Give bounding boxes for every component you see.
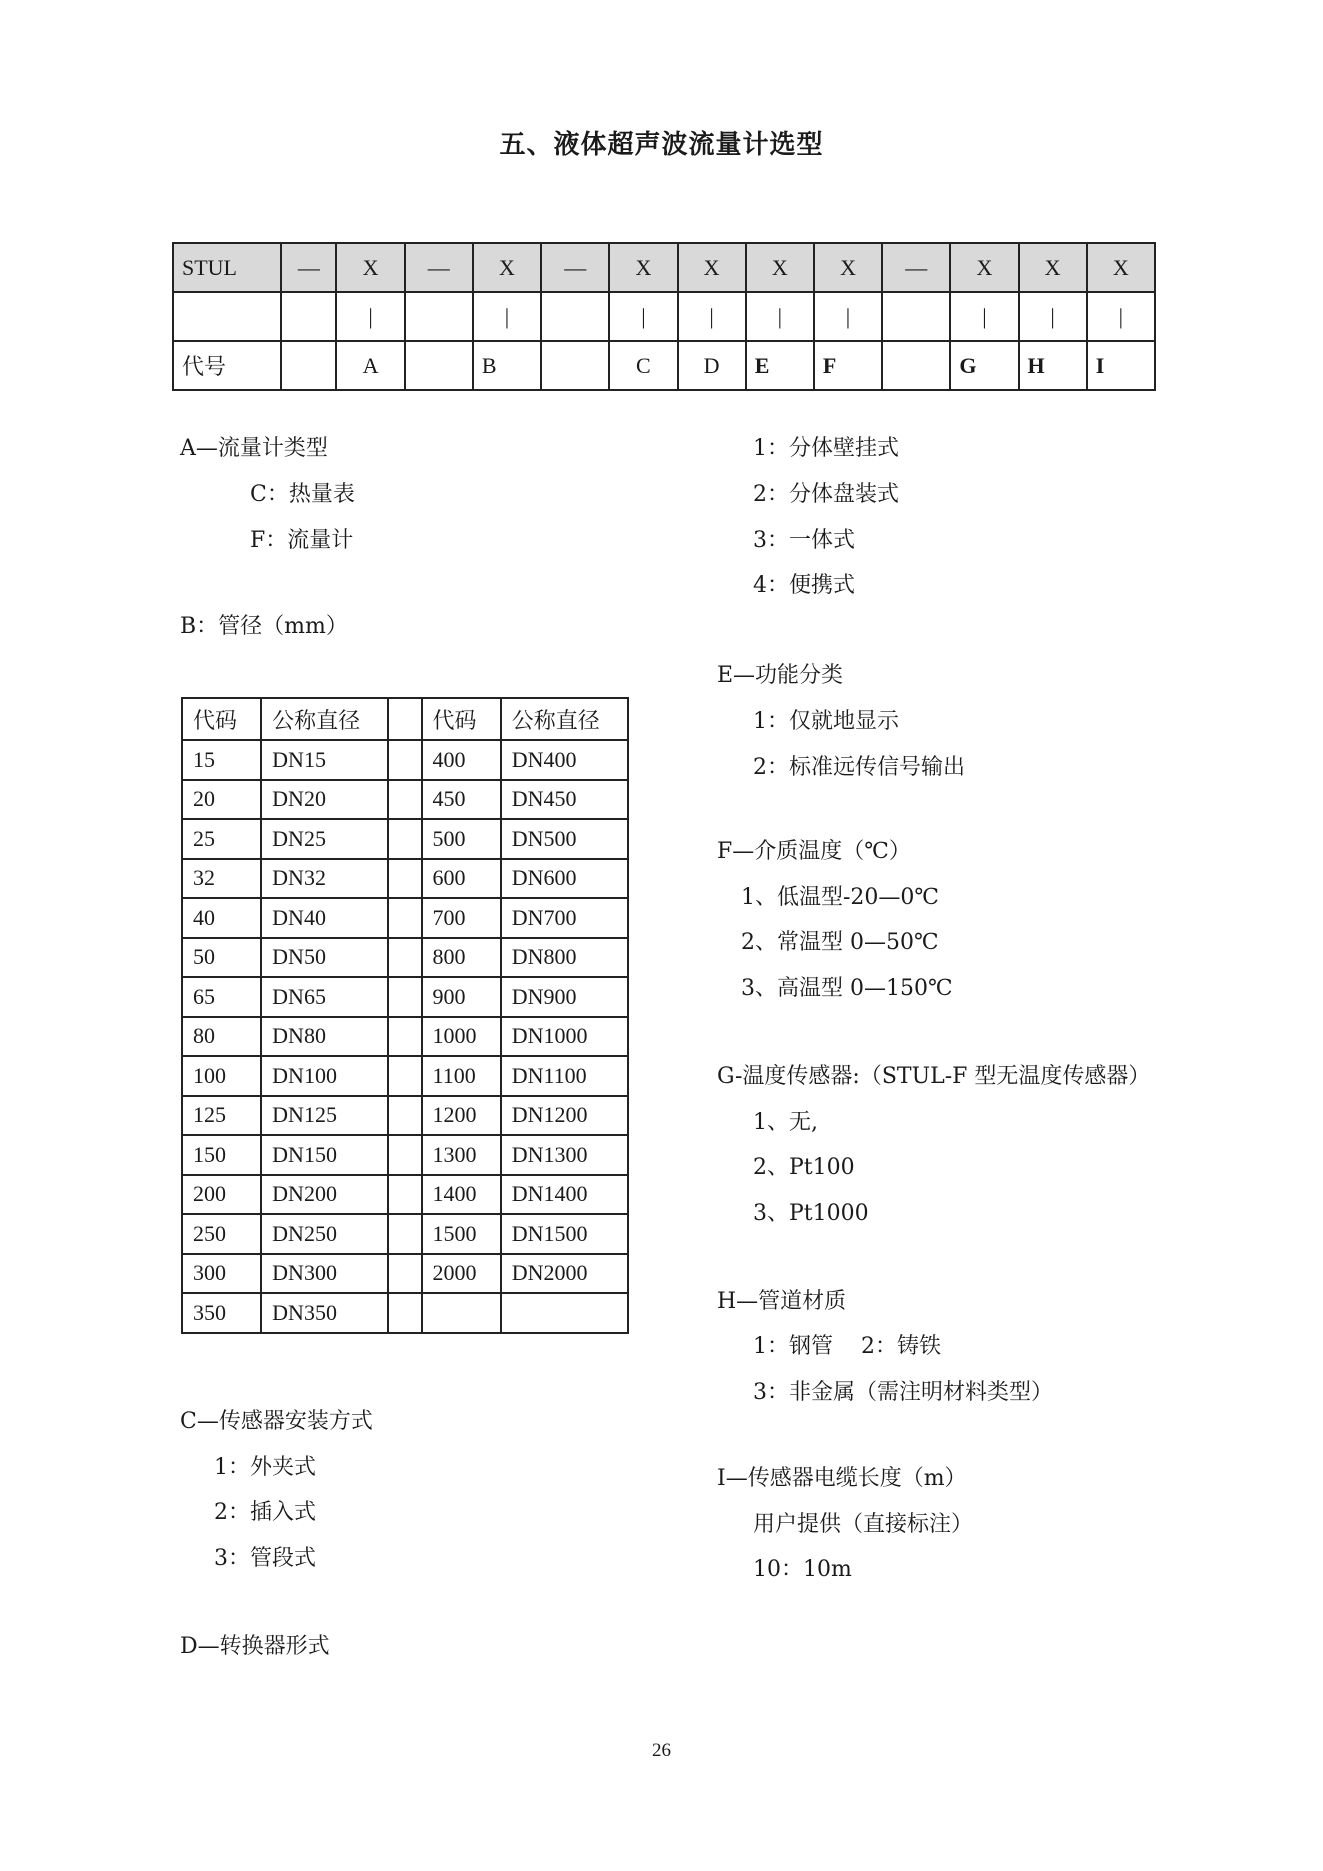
code-cell: 40	[182, 898, 261, 938]
section-c-item: 3：管段式	[214, 1546, 316, 1571]
column-header: 公称直径	[501, 698, 628, 740]
code-cell	[405, 292, 473, 341]
code-cell: X	[1087, 243, 1155, 292]
code-cell: X	[950, 243, 1018, 292]
code-cell: X	[336, 243, 404, 292]
section-b-heading: B：管径（mm）	[180, 614, 348, 639]
pipe-diameter-table	[181, 697, 629, 1334]
diameter-cell: DN100	[261, 1056, 388, 1096]
code-cell: |	[678, 292, 746, 341]
section-d-item: 2：分体盘装式	[753, 482, 899, 507]
section-e-item: 2：标准远传信号输出	[753, 755, 965, 780]
section-f-item: 2、常温型 0—50℃	[741, 930, 939, 955]
diameter-cell: DN50	[261, 938, 388, 978]
code-cell: 125	[182, 1096, 261, 1136]
code-cell: 600	[422, 859, 501, 899]
code-cell: |	[336, 292, 404, 341]
column-header: 代码	[422, 698, 501, 740]
code-cell: |	[609, 292, 677, 341]
table-gap	[388, 1214, 421, 1254]
code-cell: 1300	[422, 1135, 501, 1175]
diameter-cell: DN450	[501, 780, 628, 820]
section-a-item: C：热量表	[250, 482, 355, 507]
section-d-item: 4：便携式	[753, 573, 855, 598]
diameter-cell: DN800	[501, 938, 628, 978]
code-cell: |	[746, 292, 814, 341]
section-f-heading: F—介质温度（℃）	[717, 839, 911, 864]
section-d-heading: D—转换器形式	[180, 1634, 330, 1659]
diameter-cell: DN15	[261, 740, 388, 780]
diameter-cell: DN40	[261, 898, 388, 938]
code-cell: A	[336, 341, 404, 390]
code-cell: 15	[182, 740, 261, 780]
code-cell: 150	[182, 1135, 261, 1175]
code-cell: 900	[422, 977, 501, 1017]
diameter-cell: DN2000	[501, 1254, 628, 1294]
table-row	[182, 740, 628, 780]
table-row	[182, 1096, 628, 1136]
table-row	[182, 1056, 628, 1096]
code-cell: H	[1019, 341, 1087, 390]
table-row	[182, 1214, 628, 1254]
code-cell	[422, 1293, 501, 1333]
code-cell: 25	[182, 819, 261, 859]
code-cell: G	[950, 341, 1018, 390]
diameter-cell: DN600	[501, 859, 628, 899]
page-title: 五、液体超声波流量计选型	[499, 130, 824, 160]
code-cell: B	[473, 341, 541, 390]
section-c-item: 2：插入式	[214, 1500, 316, 1525]
diameter-cell: DN250	[261, 1214, 388, 1254]
code-cell	[882, 292, 950, 341]
section-g-heading: G-温度传感器:（STUL-F 型无温度传感器）	[717, 1064, 1151, 1089]
code-cell: 1400	[422, 1175, 501, 1215]
section-e-heading: E—功能分类	[717, 663, 844, 688]
designator-row	[173, 341, 1155, 390]
table-gap	[388, 780, 421, 820]
diameter-cell: DN400	[501, 740, 628, 780]
code-cell: F	[814, 341, 882, 390]
table-gap	[388, 819, 421, 859]
section-g-item: 1、无,	[753, 1110, 818, 1135]
diameter-cell: DN1400	[501, 1175, 628, 1215]
code-cell: D	[678, 341, 746, 390]
table-gap	[388, 1135, 421, 1175]
code-cell: 代号	[173, 341, 281, 390]
code-cell: STUL	[173, 243, 281, 292]
code-cell	[541, 292, 609, 341]
code-cell	[405, 341, 473, 390]
section-h-heading: H—管道材质	[717, 1289, 847, 1314]
diameter-cell: DN500	[501, 819, 628, 859]
diameter-cell: DN32	[261, 859, 388, 899]
connector-row	[173, 292, 1155, 341]
code-cell	[882, 341, 950, 390]
code-cell	[173, 292, 281, 341]
code-cell: X	[814, 243, 882, 292]
column-header: 代码	[182, 698, 261, 740]
section-i-item: 10：10m	[753, 1557, 852, 1582]
section-d-item: 3：一体式	[753, 528, 855, 553]
code-cell: 32	[182, 859, 261, 899]
code-cell: 1000	[422, 1017, 501, 1057]
diameter-cell: DN1100	[501, 1056, 628, 1096]
diameter-cell: DN700	[501, 898, 628, 938]
code-cell: |	[950, 292, 1018, 341]
table-row	[182, 1175, 628, 1215]
section-a-heading: A—流量计类型	[180, 436, 328, 461]
table-row	[182, 1293, 628, 1333]
table-gap	[388, 1175, 421, 1215]
model-code-table	[172, 242, 1156, 391]
diameter-cell: DN1300	[501, 1135, 628, 1175]
section-f-item: 1、低温型-20—0℃	[741, 885, 940, 910]
table-gap	[388, 977, 421, 1017]
code-cell: 700	[422, 898, 501, 938]
section-d-item: 1：分体壁挂式	[753, 436, 899, 461]
section-g-item: 2、Pt100	[753, 1155, 855, 1180]
table-gap	[388, 1096, 421, 1136]
table-gap	[388, 859, 421, 899]
table-row	[182, 938, 628, 978]
code-cell: —	[882, 243, 950, 292]
section-c-heading: C—传感器安装方式	[180, 1409, 373, 1434]
code-cell: 20	[182, 780, 261, 820]
column-header: 公称直径	[261, 698, 388, 740]
code-cell: 350	[182, 1293, 261, 1333]
diameter-cell: DN150	[261, 1135, 388, 1175]
code-cell: |	[814, 292, 882, 341]
code-cell: 1100	[422, 1056, 501, 1096]
section-f-item: 3、高温型 0—150℃	[741, 976, 953, 1001]
table-header-row	[182, 698, 628, 740]
code-cell: 65	[182, 977, 261, 1017]
section-c-item: 1：外夹式	[214, 1455, 316, 1480]
code-cell: X	[678, 243, 746, 292]
section-h-item: 1：钢管 2：铸铁	[753, 1334, 941, 1359]
table-gap	[388, 1017, 421, 1057]
section-g-item: 3、Pt1000	[753, 1201, 869, 1226]
section-h-item: 3：非金属（需注明材料类型）	[753, 1380, 1053, 1405]
code-cell: X	[473, 243, 541, 292]
diameter-cell: DN200	[261, 1175, 388, 1215]
table-gap	[388, 1056, 421, 1096]
code-cell: 1200	[422, 1096, 501, 1136]
diameter-cell: DN1500	[501, 1214, 628, 1254]
code-cell: —	[541, 243, 609, 292]
table-gap	[388, 898, 421, 938]
diameter-cell: DN80	[261, 1017, 388, 1057]
code-cell: |	[473, 292, 541, 341]
code-cell: 1500	[422, 1214, 501, 1254]
code-cell: —	[405, 243, 473, 292]
diameter-cell: DN125	[261, 1096, 388, 1136]
diameter-cell: DN900	[501, 977, 628, 1017]
code-cell: I	[1087, 341, 1155, 390]
diameter-cell: DN1000	[501, 1017, 628, 1057]
code-cell: 250	[182, 1214, 261, 1254]
section-i-heading: I—传感器电缆长度（m）	[717, 1466, 967, 1491]
code-cell: X	[1019, 243, 1087, 292]
code-cell: X	[746, 243, 814, 292]
code-cell: 300	[182, 1254, 261, 1294]
section-i-item: 用户提供（直接标注）	[753, 1512, 974, 1537]
code-cell: X	[609, 243, 677, 292]
code-cell: 2000	[422, 1254, 501, 1294]
code-cell: |	[1019, 292, 1087, 341]
code-cell: 400	[422, 740, 501, 780]
model-code-row	[173, 243, 1155, 292]
code-cell: 100	[182, 1056, 261, 1096]
code-cell: 200	[182, 1175, 261, 1215]
diameter-cell: DN1200	[501, 1096, 628, 1136]
code-cell: 450	[422, 780, 501, 820]
diameter-cell	[501, 1293, 628, 1333]
table-row	[182, 898, 628, 938]
page-number: 26	[652, 1740, 671, 1761]
table-gap	[388, 1293, 421, 1333]
table-row	[182, 819, 628, 859]
diameter-cell: DN20	[261, 780, 388, 820]
code-cell: 500	[422, 819, 501, 859]
table-row	[182, 977, 628, 1017]
table-gap	[388, 1254, 421, 1294]
code-cell: 80	[182, 1017, 261, 1057]
table-row	[182, 859, 628, 899]
table-row	[182, 1135, 628, 1175]
diameter-cell: DN300	[261, 1254, 388, 1294]
code-cell: 800	[422, 938, 501, 978]
table-row	[182, 1254, 628, 1294]
section-a-item: F：流量计	[250, 528, 354, 553]
code-cell: 50	[182, 938, 261, 978]
code-cell: |	[1087, 292, 1155, 341]
section-e-item: 1：仅就地显示	[753, 709, 899, 734]
table-gap	[388, 740, 421, 780]
diameter-cell: DN25	[261, 819, 388, 859]
table-gap	[388, 698, 421, 740]
code-cell	[541, 341, 609, 390]
code-cell: C	[609, 341, 677, 390]
code-cell	[281, 341, 336, 390]
table-gap	[388, 938, 421, 978]
table-row	[182, 1017, 628, 1057]
table-row	[182, 780, 628, 820]
diameter-cell: DN65	[261, 977, 388, 1017]
code-cell: E	[746, 341, 814, 390]
diameter-cell: DN350	[261, 1293, 388, 1333]
code-cell	[281, 292, 336, 341]
code-cell: —	[281, 243, 336, 292]
